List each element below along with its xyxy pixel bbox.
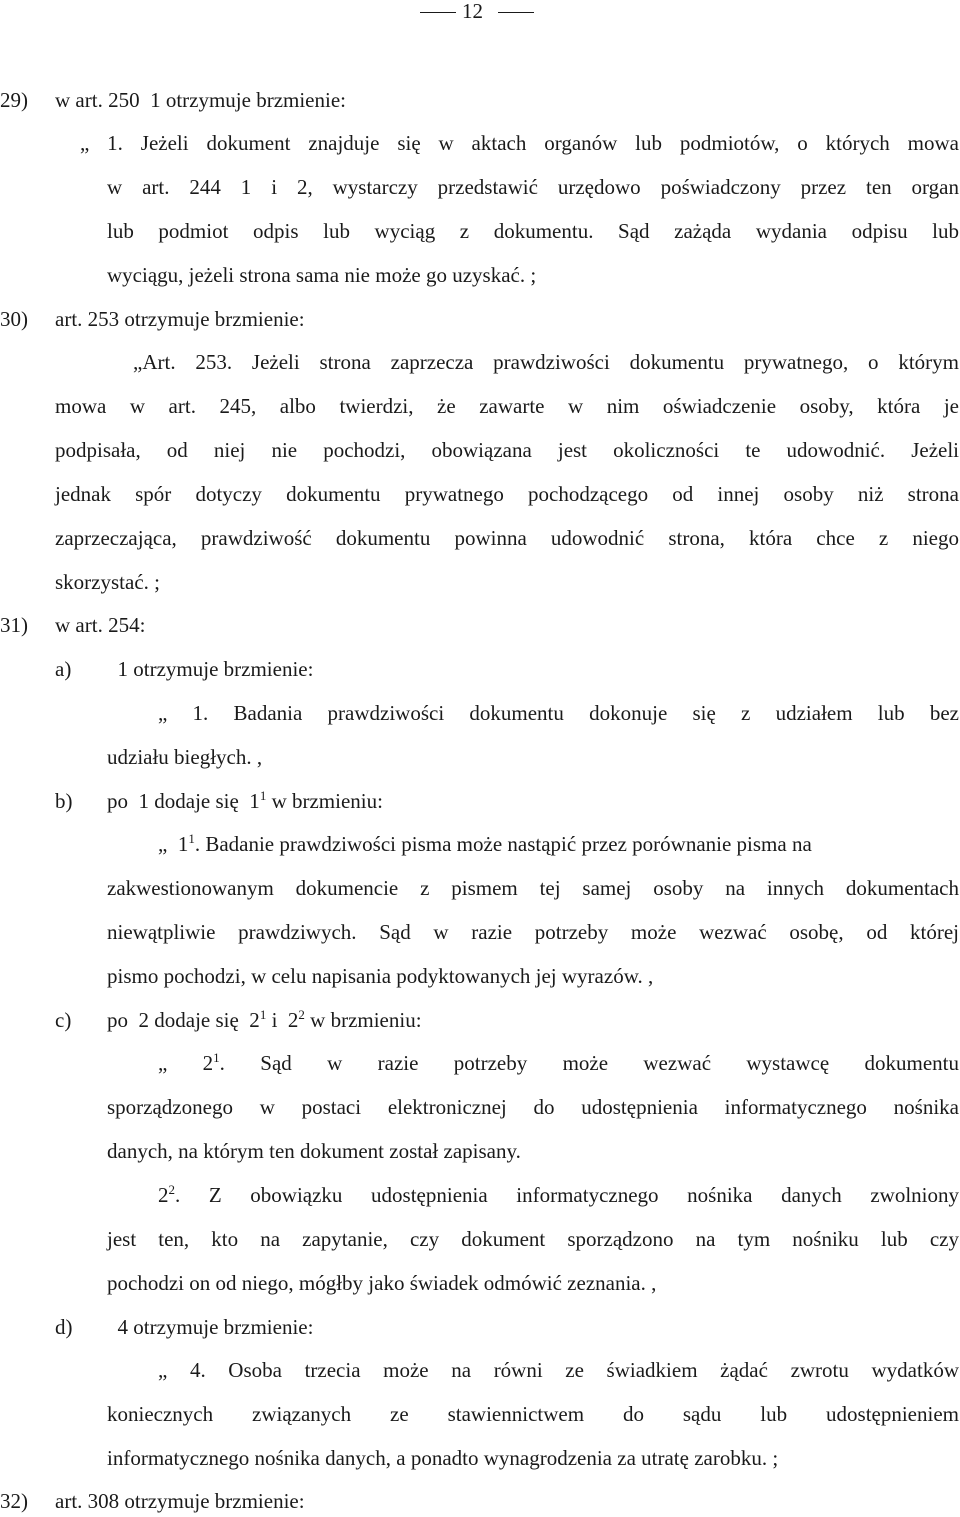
text-part: „ 1 [158, 832, 189, 856]
text-part: i 2 [266, 1008, 299, 1032]
subitem-a-text: 1 otrzymuje brzmienie: [107, 657, 314, 681]
superscript: 1 [213, 1050, 220, 1065]
quote-line [158, 831, 812, 857]
quote-line: jest ten, kto na zapytanie, czy dokument sporządzono na tym nośniku lub czy [107, 1227, 959, 1251]
quote-line: zaprzeczająca, prawdziwość dokumentu powinna udowodnić strona, która chce z niego [55, 526, 959, 550]
item-number-32: 32) [0, 1489, 28, 1513]
subitem-letter-d: d) [55, 1315, 73, 1339]
superscript: 1 [188, 831, 195, 846]
item-29-text: w art. 250 1 otrzymuje brzmienie: [55, 88, 346, 112]
quote-line: „Art. 253. Jeżeli strona zaprzecza prawdziwości dokumentu prywatnego, o którym [133, 350, 959, 374]
text-part: po 1 dodaje się 1 [107, 789, 260, 813]
text-part: . Z obowiązku udostępnienia informatycznego nośnika danych zwolniony [175, 1183, 959, 1207]
text-part: w brzmieniu: [304, 1008, 422, 1032]
quote-line: udziału biegłych. , [107, 745, 263, 769]
quote-line: pismo pochodzi, w celu napisania podyktowanych jej wyrazów. , [107, 964, 654, 988]
quote-line: podpisała, od niej nie pochodzi, obowiązana jest okoliczności te udowodnić. Jeżeli [55, 438, 959, 462]
page-number: 12 [462, 0, 483, 23]
text-part: w brzmieniu: [266, 789, 383, 813]
subitem-c-text [107, 1007, 422, 1033]
subitem-b-text [107, 788, 383, 814]
superscript: 2 [168, 1182, 175, 1197]
subitem-letter-c: c) [55, 1008, 72, 1032]
text-part: . Badanie prawdziwości pisma może nastąpić przez porównanie pisma na [194, 832, 812, 856]
superscript: 1 [259, 1007, 267, 1022]
quote-line: koniecznych związanych ze stawiennictwem do sądu lub udostępnieniem [107, 1402, 959, 1426]
text-part: po 2 dodaje się 2 [107, 1008, 260, 1032]
superscript: 1 [259, 788, 267, 803]
superscript: 2 [298, 1007, 305, 1022]
subitem-letter-a: a) [55, 657, 72, 681]
quote-line: skorzystać. ; [55, 570, 160, 594]
quote-line [158, 1050, 959, 1076]
quote-line: wyciągu, jeżeli strona sama nie może go uzyskać. ; [107, 263, 537, 287]
page-header-dash-left [420, 12, 456, 13]
item-31-text: w art. 254: [55, 613, 146, 637]
item-32-text: art. 308 otrzymuje brzmienie: [55, 1489, 305, 1513]
quote-line: niewątpliwie prawdziwych. Sąd w razie potrzeby może wezwać osobę, od której [107, 920, 959, 944]
quote-line: danych, na którym ten dokument został zapisany. [107, 1139, 521, 1163]
quote-line: jednak spór dotyczy dokumentu prywatnego pochodzącego od innej osoby niż strona [55, 482, 959, 506]
quote-line: zakwestionowanym dokumencie z pismem tej samej osoby na innych dokumentach [107, 876, 959, 900]
page-header-dash-right [498, 12, 534, 13]
quote-line: „ 1. Badania prawdziwości dokumentu dokonuje się z udziałem lub bez [158, 701, 959, 725]
item-number-30: 30) [0, 307, 28, 331]
quote-line: pochodzi on od niego, mógłby jako świadek odmówić zeznania. , [107, 1271, 657, 1295]
item-number-29: 29) [0, 88, 28, 112]
quote-line [158, 1182, 959, 1208]
quote-line: w art. 244 1 i 2, wystarczy przedstawić urzędowo poświadczony przez ten organ [107, 175, 959, 199]
quote-line: lub podmiot odpis lub wyciąg z dokumentu. Sąd zażąda wydania odpisu lub [107, 219, 959, 243]
item-30-text: art. 253 otrzymuje brzmienie: [55, 307, 305, 331]
quote-line: mowa w art. 245, albo twierdzi, że zawarte w nim oświadczenie osoby, która je [55, 394, 959, 418]
subitem-d-text: 4 otrzymuje brzmienie: [107, 1315, 314, 1339]
text-part: . Sąd w razie potrzeby może wezwać wystawcę dokumentu [219, 1051, 959, 1075]
text-part: „ 2 [158, 1051, 214, 1075]
quote-line: „ 4. Osoba trzecia może na równi ze świadkiem żądać zwrotu wydatków [158, 1358, 959, 1382]
item-number-31: 31) [0, 613, 28, 637]
text-part: 2 [158, 1183, 169, 1207]
quote-line: „ 1. Jeżeli dokument znajduje się w aktach organów lub podmiotów, o których mowa [80, 131, 959, 155]
quote-line: sporządzonego w postaci elektronicznej do udostępnienia informatycznego nośnika [107, 1095, 959, 1119]
subitem-letter-b: b) [55, 789, 73, 813]
quote-line: informatycznego nośnika danych, a ponadto wynagrodzenia za utratę zarobku. ; [107, 1446, 779, 1470]
